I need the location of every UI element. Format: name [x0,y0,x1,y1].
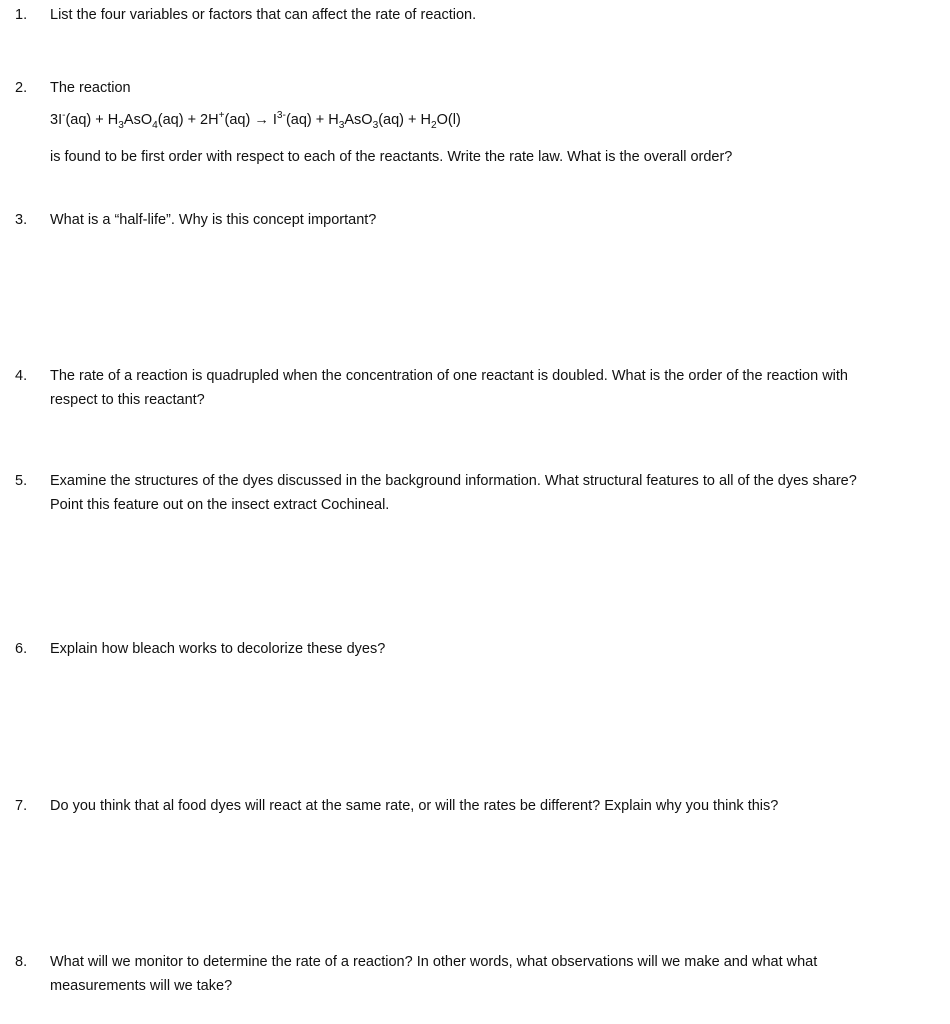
question-number: 1. [15,7,28,23]
question-text: What is a “half-life”. Why is this concept important? [50,212,377,228]
question-text: measurements will we take? [50,978,233,994]
question-text: Examine the structures of the dyes discussed in the background information. What structural features to all of the dyes share? [50,473,857,489]
question-number: 2. [15,80,28,96]
question-text: respect to this reactant? [50,392,205,408]
question-number: 6. [15,641,28,657]
arrow-icon: → [254,112,269,128]
question-text: is found to be first order with respect to each of the reactants. Write the rate law. What is the overall order? [50,149,733,165]
chemical-equation: $3I^-(aq) + H_3AsO_4(aq) + 2H^+(aq) \to I^{3-}(aq) + H_3AsO_3(aq) + H_2O(l)$ [50,110,461,131]
question-text: Explain how bleach works to decolorize these dyes? [50,641,386,657]
question-number: 7. [15,798,28,814]
question-number: 8. [15,954,28,970]
question-text: Point this feature out on the insect extract Cochineal. [50,497,390,513]
question-text: The reaction [50,80,131,96]
question-text: What will we monitor to determine the rate of a reaction? In other words, what observations will we make and what what [50,954,818,970]
question-number: 4. [15,368,28,384]
question-number: 5. [15,473,28,489]
question-text: Do you think that al food dyes will react at the same rate, or will the rates be different? Explain why you think this? [50,798,779,814]
question-text: List the four variables or factors that can affect the rate of reaction. [50,7,477,23]
question-text: The rate of a reaction is quadrupled when the concentration of one reactant is doubled. What is the order of the reaction with [50,368,848,384]
question-number: 3. [15,212,28,228]
